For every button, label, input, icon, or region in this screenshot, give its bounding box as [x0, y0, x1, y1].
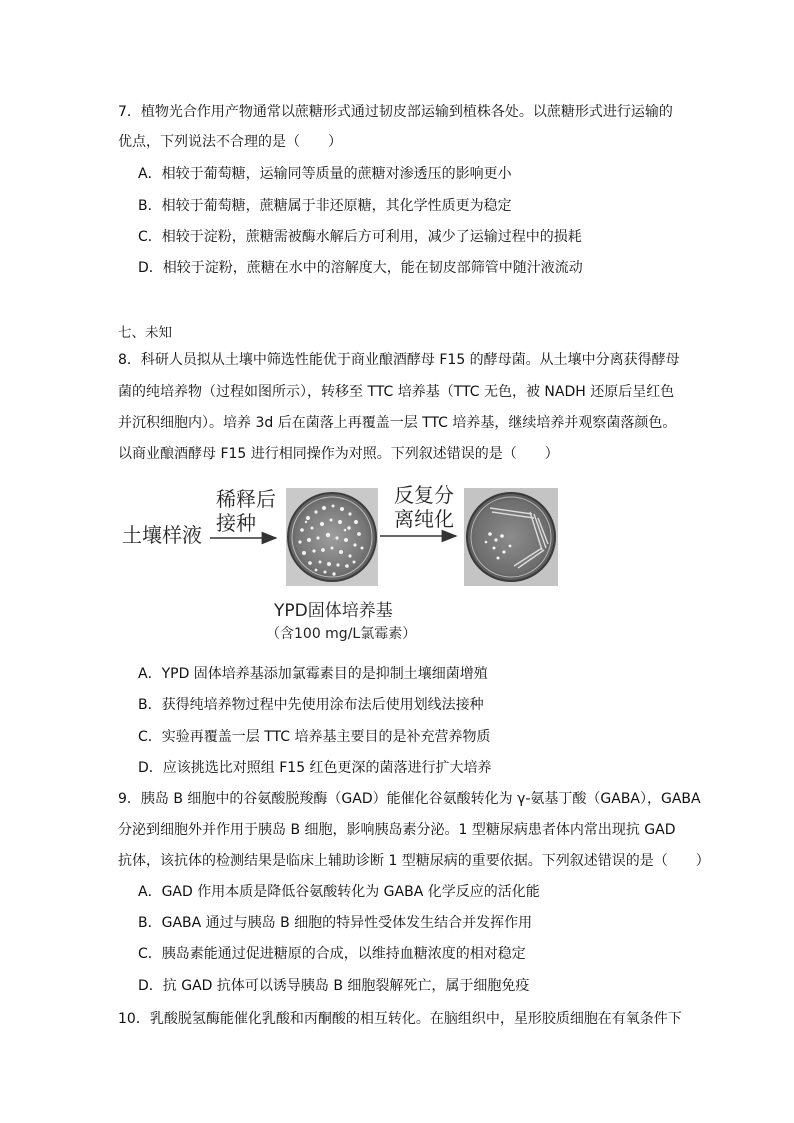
step1-label-line1: 稀释后 — [216, 487, 276, 511]
q8-option-b: B．获得纯培养物过程中先使用涂布法后使用划线法接种 — [138, 697, 484, 713]
q9-option-b: B．GABA 通过与胰岛 B 细胞的特异性受体发生结合并发挥作用 — [138, 915, 533, 931]
medium-note: （含100 mg/L氯霉素） — [266, 626, 417, 642]
medium-label: YPD固体培养基 — [274, 601, 393, 621]
q7-option-c: C．相较于淀粉，蔗糖需被酶水解后方可利用，减少了运输过程中的损耗 — [138, 229, 582, 245]
spread-plate-dish — [286, 488, 378, 586]
step2-label-line2: 离纯化 — [394, 507, 454, 531]
q8-figure — [118, 478, 678, 648]
section-title: 七、未知 — [118, 325, 172, 341]
q10-stem-line-1: 10．乳酸脱氢酶能催化乳酸和丙酮酸的相互转化。在脑组织中，星形胶质细胞在有氧条件下 — [118, 1011, 682, 1027]
q7-stem-line-1: 7．植物光合作用产物通常以蔗糖形式通过韧皮部运输到植株各处。以蔗糖形式进行运输的 — [118, 104, 673, 120]
q8-stem-line-1: 8．科研人员拟从土壤中筛选性能优于商业酿酒酵母 F15 的酵母菌。从土壤中分离获得酵母 — [118, 352, 680, 368]
q9-stem-line-2: 分泌到细胞外并作用于胰岛 B 细胞，影响胰岛素分泌。1 型糖尿病患者体内常出现抗 GAD — [118, 822, 676, 838]
q8-stem-line-3: 并沉积细胞内）。培养 3d 后在菌落上再覆盖一层 TTC 培养基，继续培养并观察菌落颜色。 — [118, 415, 677, 431]
soil-sample-label: 土壤样液 — [122, 523, 202, 547]
q7-option-a: A．相较于葡萄糖，运输同等质量的蔗糖对渗透压的影响更小 — [138, 166, 512, 182]
step1-label-line2: 接种 — [216, 511, 256, 535]
q9-option-a: A．GAD 作用本质是降低谷氨酸转化为 GABA 化学反应的活化能 — [138, 884, 540, 900]
q9-stem-line-3: 抗体，该抗体的检测结果是临床上辅助诊断 1 型糖尿病的重要依据。下列叙述错误的是（ ） — [118, 853, 710, 869]
streak-plate-dish — [464, 488, 558, 586]
q9-option-c: C．胰岛素能通过促进糖原的合成，以维持血糖浓度的相对稳定 — [138, 946, 526, 962]
q8-option-d: D．应该挑选比对照组 F15 红色更深的菌落进行扩大培养 — [138, 760, 492, 776]
q9-option-d: D．抗 GAD 抗体可以诱导胰岛 B 细胞裂解死亡，属于细胞免疫 — [138, 978, 530, 994]
q8-stem-line-4: 以商业酿酒酵母 F15 进行相同操作为对照。下列叙述错误的是（ ） — [118, 446, 559, 462]
q7-stem-line-2: 优点，下列说法不合理的是（ ） — [118, 134, 342, 150]
q9-stem-line-1: 9．胰岛 B 细胞中的谷氨酸脱羧酶（GAD）能催化谷氨酸转化为 γ-氨基丁酸（GABA），GABA — [118, 791, 701, 807]
q8-option-a: A．YPD 固体培养基添加氯霉素目的是抑制土壤细菌增殖 — [138, 666, 488, 682]
q8-stem-line-2: 菌的纯培养物（过程如图所示），转移至 TTC 培养基（TTC 无色，被 NADH 还原后呈红色 — [118, 384, 675, 400]
q7-option-b: B．相较于葡萄糖，蔗糖属于非还原糖，其化学性质更为稳定 — [138, 198, 512, 214]
step2-label-line1: 反复分 — [394, 483, 454, 507]
q7-option-d: D．相较于淀粉，蔗糖在水中的溶解度大，能在韧皮部筛管中随汁液流动 — [138, 260, 583, 276]
q8-option-c: C．实验再覆盖一层 TTC 培养基主要目的是补充营养物质 — [138, 729, 491, 745]
